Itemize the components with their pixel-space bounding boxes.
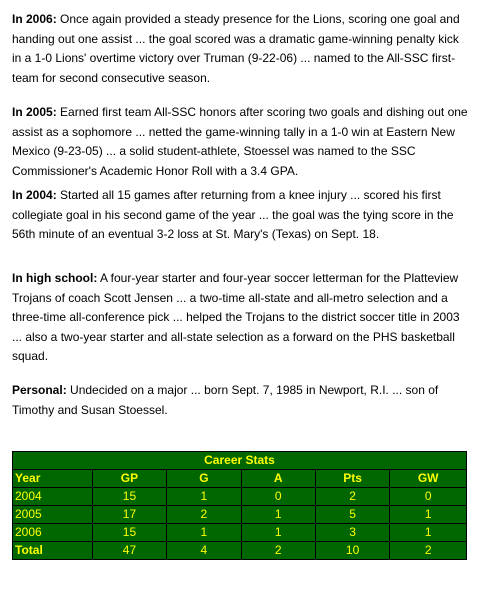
cell-pts: 3 <box>315 524 390 542</box>
bio-label-high-school: In high school: <box>12 271 98 285</box>
cell-year: Total <box>13 542 93 560</box>
cell-pts: 2 <box>315 488 390 506</box>
cell-a: 0 <box>241 488 315 506</box>
career-stats-caption-row <box>13 452 467 470</box>
table-row <box>13 488 467 506</box>
bio-text-high-school: A four-year starter and four-year soccer letterman for the Platteview Trojans of coach Scott Jensen ... a two-time all-state and all-metro selection and a three-time all-conference pick ... helped the Trojans to the district soccer title in 2003 ... also a two-year starter and all-state selection as a forward on the PHS basketball squad. <box>12 271 460 363</box>
cell-gw: 0 <box>390 488 467 506</box>
career-stats-header-row <box>13 470 467 488</box>
header-a: A <box>241 470 315 488</box>
cell-gp: 15 <box>92 524 167 542</box>
bio-text-personal: Undecided on a major ... born Sept. 7, 1985 in Newport, R.I. ... son of Timothy and Susan Stoessel. <box>12 383 439 417</box>
cell-year: 2006 <box>13 524 93 542</box>
cell-year: 2004 <box>13 488 93 506</box>
cell-gp: 17 <box>92 506 167 524</box>
career-stats-table <box>12 451 467 560</box>
bio-text-2005: Earned first team All-SSC honors after scoring two goals and dishing out one assist as a sophomore ... netted the game-winning tally in a 1-0 win at Eastern New Mexico (9-23-05) ... a solid student-athlete, Stoessel was named to the SSC Commissioner's Academic Honor Roll with a 3.4 GPA. <box>12 105 468 178</box>
bio-paragraph-2004 <box>12 186 470 245</box>
cell-g: 1 <box>167 524 241 542</box>
bio-paragraph-2006 <box>12 10 470 88</box>
cell-g: 4 <box>167 542 241 560</box>
bio-label-personal: Personal: <box>12 383 67 397</box>
cell-g: 2 <box>167 506 241 524</box>
cell-a: 1 <box>241 506 315 524</box>
bio-label-2006: In 2006: <box>12 12 57 26</box>
bio-label-2004: In 2004: <box>12 188 57 202</box>
cell-gw: 1 <box>390 506 467 524</box>
table-row <box>13 524 467 542</box>
cell-g: 1 <box>167 488 241 506</box>
header-g: G <box>167 470 241 488</box>
bio-paragraph-high-school <box>12 269 470 367</box>
header-pts: Pts <box>315 470 390 488</box>
header-gw: GW <box>390 470 467 488</box>
cell-pts: 10 <box>315 542 390 560</box>
header-year: Year <box>13 470 93 488</box>
cell-gw: 2 <box>390 542 467 560</box>
cell-pts: 5 <box>315 506 390 524</box>
cell-a: 2 <box>241 542 315 560</box>
cell-gp: 47 <box>92 542 167 560</box>
cell-a: 1 <box>241 524 315 542</box>
cell-gp: 15 <box>92 488 167 506</box>
cell-year: 2005 <box>13 506 93 524</box>
header-gp: GP <box>92 470 167 488</box>
table-row <box>13 506 467 524</box>
bio-label-2005: In 2005: <box>12 105 57 119</box>
bio-text-2006: Once again provided a steady presence for the Lions, scoring one goal and handing out one assist ... the goal scored was a dramatic game-winning penalty kick in a 1-0 Lions' overtime victory over Truman (9-22-06) ... named to the All-SSC first-team for second consecutive season. <box>12 12 460 85</box>
table-row-total <box>13 542 467 560</box>
cell-gw: 1 <box>390 524 467 542</box>
career-stats-title: Career Stats <box>13 452 467 470</box>
bio-paragraph-2005 <box>12 103 470 181</box>
bio-text-2004: Started all 15 games after returning from a knee injury ... scored his first collegiate goal in his second game of the year ... the goal was the tying score in the 56th minute of an eventual 3-2 loss at St. Mary's (Texas) on Sept. 18. <box>12 188 454 241</box>
bio-paragraph-personal <box>12 381 470 420</box>
